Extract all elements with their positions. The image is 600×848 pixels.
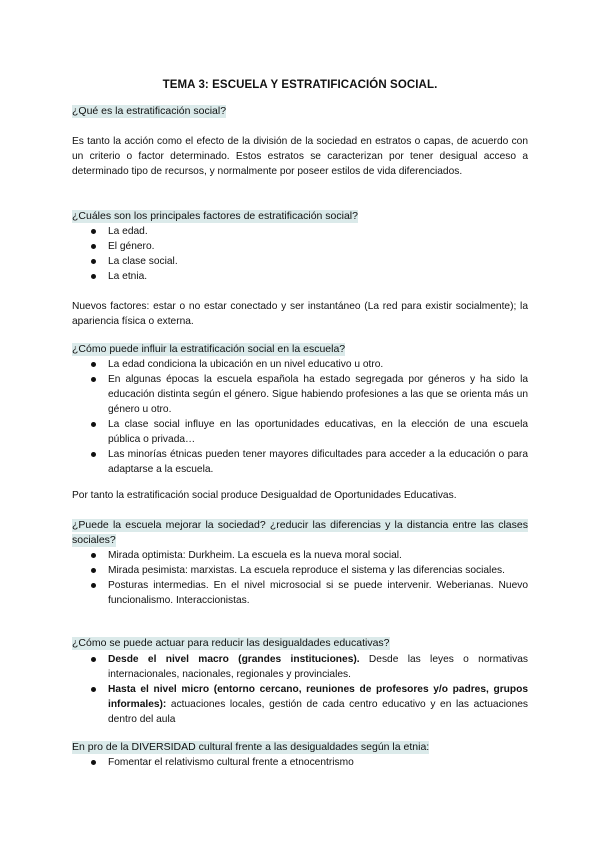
diversity-list (72, 755, 528, 770)
list-item: La etnia. (72, 269, 528, 284)
list-item: Posturas intermedias. En el nivel microsocial si se puede intervenir. Weberianas. Nuevo funcionalismo. Interaccionistas. (72, 578, 528, 608)
question-1 (72, 104, 528, 119)
question-4-text: ¿Puede la escuela mejorar la sociedad? ¿reducir las diferencias y la distancia entre las clases sociales? (72, 519, 528, 546)
list-item (72, 682, 528, 727)
question-3-text: ¿Cómo puede influir la estratificación social en la escuela? (72, 343, 346, 355)
list-item: Las minorías étnicas pueden tener mayores dificultades para acceder a la educación o para adaptarse a la escuela. (72, 447, 528, 477)
paragraph-definition: Es tanto la acción como el efecto de la división de la sociedad en estratos o capas, de acuerdo con un criterio o factor determinado. Estos estratos se caracterizan por tener desigual acceso a determinado tipo de recursos, y normalmente por poseer estilos de vida diferenciados. (72, 136, 528, 177)
list-item: En algunas épocas la escuela española ha estado segregada por géneros y ha sido la educación distinta según el género. Sigue habiendo profesiones a las que se orienta más un género u otro. (72, 372, 528, 417)
list-item: El género. (72, 239, 528, 254)
question-6-text: En pro de la DIVERSIDAD cultural frente a las desigualdades según la etnia: (72, 741, 430, 753)
action-2-text: actuaciones locales, gestión de cada centro educativo y en las actuaciones dentro del aula (108, 699, 528, 725)
action-1-text: Desde las leyes o normativas internacionales, nacionales, regionales y provinciales. (108, 654, 528, 680)
question-3 (72, 342, 528, 357)
question-1-text: ¿Qué es la estratificación social? (72, 105, 227, 117)
list-item: Fomentar el relativismo cultural frente a etnocentrismo (72, 755, 528, 770)
question-4 (72, 518, 528, 548)
views-list (72, 548, 528, 608)
list-item: La edad. (72, 224, 528, 239)
paragraph-new-factors: Nuevos factores: estar o no estar conectado y ser instantáneo (La red para existir socialmente); la apariencia física o externa. (72, 301, 528, 327)
list-item: La clase social influye en las oportunidades educativas, en la elección de una escuela pública o privada… (72, 417, 528, 447)
question-5 (72, 636, 528, 651)
factors-list (72, 224, 528, 284)
list-item: La clase social. (72, 254, 528, 269)
question-5-text: ¿Cómo se puede actuar para reducir las desigualdades educativas? (72, 637, 390, 649)
list-item: Mirada pesimista: marxistas. La escuela reproduce el sistema y las diferencias sociales. (72, 563, 528, 578)
document-title: TEMA 3: ESCUELA Y ESTRATIFICACIÓN SOCIAL. (162, 79, 438, 91)
list-item: Mirada optimista: Durkheim. La escuela es la nueva moral social. (72, 548, 528, 563)
influences-list (72, 357, 528, 477)
action-1-bold: Desde el nivel macro (grandes instituciones). (108, 654, 360, 665)
question-2 (72, 209, 528, 224)
paragraph-conclusion: Por tanto la estratificación social produce Desigualdad de Oportunidades Educativas. (72, 490, 457, 501)
actions-list (72, 652, 528, 727)
question-6 (72, 740, 528, 755)
question-2-text: ¿Cuáles son los principales factores de estratificación social? (72, 210, 358, 222)
list-item (72, 652, 528, 682)
action-2-bold: Hasta el nivel micro (entorno cercano, reuniones de profesores y/o padres, grupos informales): (108, 684, 528, 710)
list-item: La edad condiciona la ubicación en un nivel educativo u otro. (72, 357, 528, 372)
